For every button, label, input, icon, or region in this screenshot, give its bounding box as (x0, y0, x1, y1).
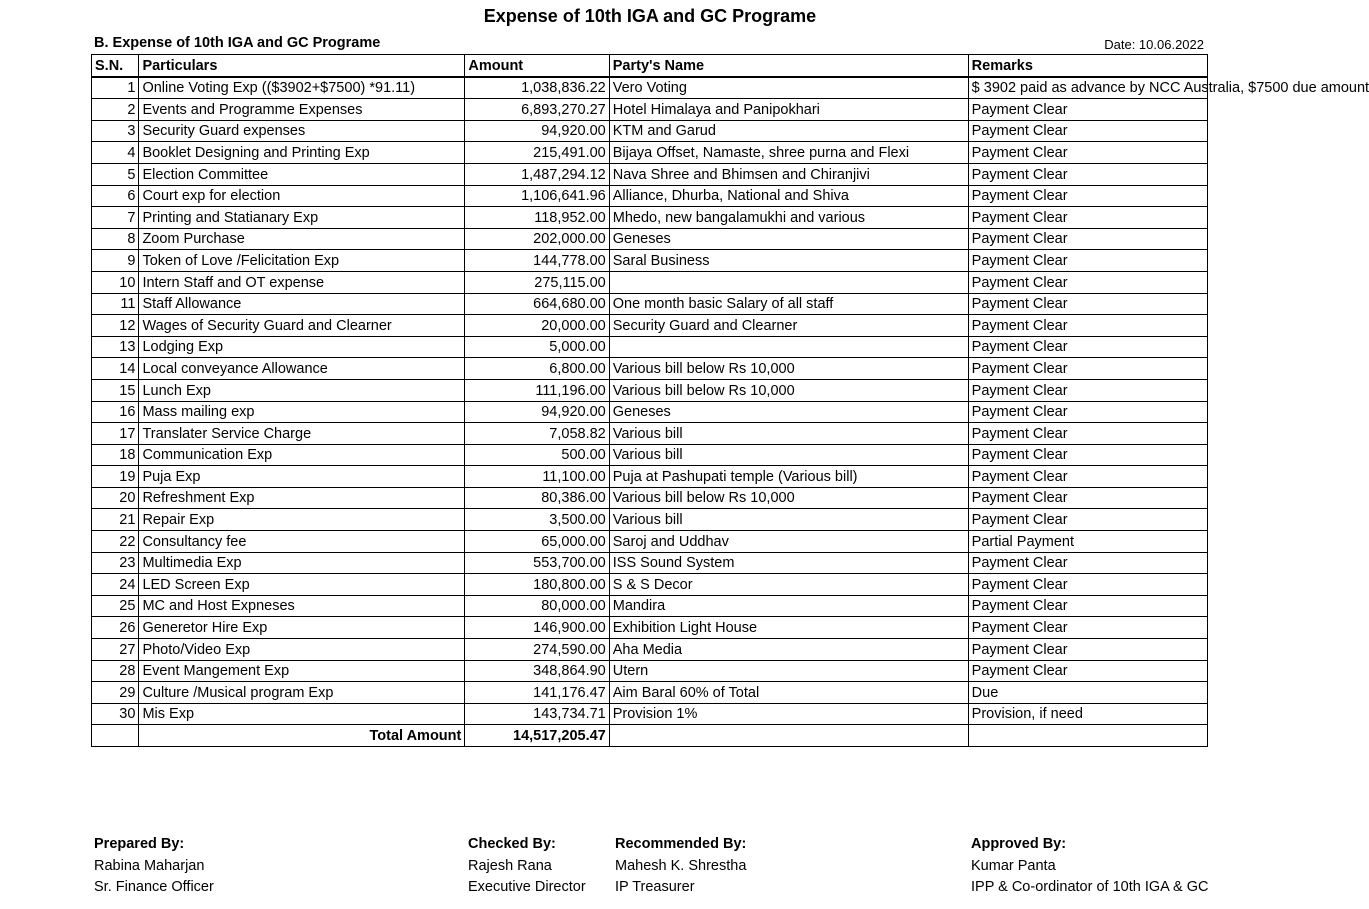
particulars-cell: Repair Exp (139, 509, 465, 531)
party-name-cell: Geneses (609, 401, 968, 423)
party-name-cell: S & S Decor (609, 574, 968, 596)
sn-cell: 19 (92, 466, 139, 488)
remarks-cell: Partial Payment (968, 531, 1207, 553)
table-header-row (92, 55, 1208, 77)
table-row (92, 77, 1208, 99)
amount-cell: 664,680.00 (465, 293, 609, 315)
table-row (92, 703, 1208, 725)
sn-cell: 10 (92, 271, 139, 293)
party-name-cell: Bijaya Offset, Namaste, shree purna and Flexi (609, 142, 968, 164)
amount-cell: 20,000.00 (465, 315, 609, 337)
remarks-cell: Payment Clear (968, 444, 1207, 466)
particulars-cell: Security Guard expenses (139, 120, 465, 142)
table-row (92, 639, 1208, 661)
remarks-cell: Payment Clear (968, 293, 1207, 315)
table-row (92, 293, 1208, 315)
party-name-cell: Mhedo, new bangalamukhi and various (609, 207, 968, 229)
amount-cell: 65,000.00 (465, 531, 609, 553)
party-name-cell: Various bill (609, 444, 968, 466)
table-row (92, 509, 1208, 531)
remarks-cell: Payment Clear (968, 99, 1207, 121)
table-row (92, 142, 1208, 164)
party-name-cell: Various bill below Rs 10,000 (609, 487, 968, 509)
table-row (92, 531, 1208, 553)
sn-cell: 23 (92, 552, 139, 574)
amount-cell: 275,115.00 (465, 271, 609, 293)
party-name-cell: Alliance, Dhurba, National and Shiva (609, 185, 968, 207)
amount-cell: 141,176.47 (465, 682, 609, 704)
party-name-cell: Saroj and Uddhav (609, 531, 968, 553)
remarks-cell: Payment Clear (968, 617, 1207, 639)
expense-table (91, 54, 1369, 747)
remarks-cell: Payment Clear (968, 271, 1207, 293)
sn-cell: 2 (92, 99, 139, 121)
party-name-cell: Security Guard and Clearner (609, 315, 968, 337)
remarks-cell: Payment Clear (968, 142, 1207, 164)
particulars-cell: Communication Exp (139, 444, 465, 466)
header-remarks: Remarks (968, 55, 1207, 77)
amount-cell: 1,487,294.12 (465, 163, 609, 185)
remarks-cell: Payment Clear (968, 509, 1207, 531)
particulars-cell: Zoom Purchase (139, 228, 465, 250)
particulars-cell: MC and Host Expneses (139, 595, 465, 617)
amount-cell: 6,893,270.27 (465, 99, 609, 121)
signature-name: Mahesh K. Shrestha (615, 857, 747, 874)
amount-cell: 118,952.00 (465, 207, 609, 229)
party-name-cell: Puja at Pashupati temple (Various bill) (609, 466, 968, 488)
particulars-cell: Consultancy fee (139, 531, 465, 553)
particulars-cell: Staff Allowance (139, 293, 465, 315)
particulars-cell: Refreshment Exp (139, 487, 465, 509)
party-name-cell: ISS Sound System (609, 552, 968, 574)
table-row (92, 358, 1208, 380)
table-row (92, 120, 1208, 142)
total-remarks-cell (968, 725, 1207, 747)
amount-cell: 94,920.00 (465, 120, 609, 142)
table-row (92, 552, 1208, 574)
sn-cell: 25 (92, 595, 139, 617)
particulars-cell: Wages of Security Guard and Clearner (139, 315, 465, 337)
amount-cell: 111,196.00 (465, 379, 609, 401)
party-name-cell: Various bill below Rs 10,000 (609, 379, 968, 401)
particulars-cell: Multimedia Exp (139, 552, 465, 574)
sn-cell: 8 (92, 228, 139, 250)
sn-cell: 1 (92, 77, 139, 99)
table-row (92, 466, 1208, 488)
amount-cell: 80,000.00 (465, 595, 609, 617)
sn-cell: 30 (92, 703, 139, 725)
sn-cell: 11 (92, 293, 139, 315)
table-row (92, 682, 1208, 704)
sn-cell: 13 (92, 336, 139, 358)
signature-title: IP Treasurer (615, 879, 695, 895)
signature-approved (971, 834, 1209, 899)
particulars-cell: Event Mangement Exp (139, 660, 465, 682)
sn-cell: 29 (92, 682, 139, 704)
amount-cell: 5,000.00 (465, 336, 609, 358)
sn-cell: 4 (92, 142, 139, 164)
party-name-cell: One month basic Salary of all staff (609, 293, 968, 315)
remarks-cell: Payment Clear (968, 185, 1207, 207)
sn-cell: 21 (92, 509, 139, 531)
remarks-cell: Payment Clear (968, 228, 1207, 250)
party-name-cell (609, 271, 968, 293)
sn-cell: 27 (92, 639, 139, 661)
signature-role: Approved By: (971, 836, 1067, 852)
amount-cell: 1,106,641.96 (465, 185, 609, 207)
table-row (92, 423, 1208, 445)
particulars-cell: Intern Staff and OT expense (139, 271, 465, 293)
remarks-cell: Payment Clear (968, 466, 1207, 488)
amount-cell: 274,590.00 (465, 639, 609, 661)
sn-cell: 12 (92, 315, 139, 337)
party-name-cell: Various bill (609, 423, 968, 445)
signature-role: Recommended By: (615, 836, 747, 852)
particulars-cell: Photo/Video Exp (139, 639, 465, 661)
amount-cell: 3,500.00 (465, 509, 609, 531)
signature-title: Sr. Finance Officer (94, 879, 214, 895)
table-row (92, 487, 1208, 509)
amount-cell: 94,920.00 (465, 401, 609, 423)
amount-cell: 80,386.00 (465, 487, 609, 509)
sn-cell: 26 (92, 617, 139, 639)
remarks-cell: Payment Clear (968, 574, 1207, 596)
signature-name: Rabina Maharjan (94, 857, 205, 874)
party-name-cell: Utern (609, 660, 968, 682)
total-label: Total Amount (139, 725, 465, 747)
amount-cell: 11,100.00 (465, 466, 609, 488)
amount-cell: 180,800.00 (465, 574, 609, 596)
particulars-cell: Election Committee (139, 163, 465, 185)
remarks-cell: Provision, if need (968, 703, 1207, 725)
sn-cell: 3 (92, 120, 139, 142)
amount-cell: 553,700.00 (465, 552, 609, 574)
total-sn-cell (92, 725, 139, 747)
remarks-cell: Payment Clear (968, 358, 1207, 380)
header-party-name: Party's Name (609, 55, 968, 77)
total-amount: 14,517,205.47 (465, 725, 609, 747)
remarks-cell: Payment Clear (968, 315, 1207, 337)
amount-cell: 143,734.71 (465, 703, 609, 725)
party-name-cell: Geneses (609, 228, 968, 250)
table-row (92, 250, 1208, 272)
amount-cell: 348,864.90 (465, 660, 609, 682)
party-name-cell: Exhibition Light House (609, 617, 968, 639)
amount-cell: 146,900.00 (465, 617, 609, 639)
document-title: Expense of 10th IGA and GC Programe (483, 6, 817, 26)
remarks-cell: Payment Clear (968, 423, 1207, 445)
amount-cell: 6,800.00 (465, 358, 609, 380)
table-row (92, 315, 1208, 337)
particulars-cell: Printing and Statianary Exp (139, 207, 465, 229)
sn-cell: 9 (92, 250, 139, 272)
remarks-cell: Due (968, 682, 1207, 704)
particulars-cell: Lunch Exp (139, 379, 465, 401)
total-row (92, 725, 1208, 747)
document-date: Date: 10.06.2022 (1104, 37, 1204, 52)
section-subtitle: B. Expense of 10th IGA and GC Programe (94, 35, 381, 51)
sn-cell: 7 (92, 207, 139, 229)
particulars-cell: Booklet Designing and Printing Exp (139, 142, 465, 164)
sn-cell: 6 (92, 185, 139, 207)
remarks-cell: Payment Clear (968, 250, 1207, 272)
sn-cell: 18 (92, 444, 139, 466)
amount-cell: 144,778.00 (465, 250, 609, 272)
party-name-cell: Saral Business (609, 250, 968, 272)
sn-cell: 20 (92, 487, 139, 509)
remarks-cell: Payment Clear (968, 120, 1207, 142)
table-row (92, 574, 1208, 596)
particulars-cell: LED Screen Exp (139, 574, 465, 596)
sn-cell: 28 (92, 660, 139, 682)
table-row (92, 595, 1208, 617)
party-name-cell: Aha Media (609, 639, 968, 661)
table-row (92, 207, 1208, 229)
particulars-cell: Lodging Exp (139, 336, 465, 358)
signature-prepared (94, 834, 214, 899)
remarks-cell: Payment Clear (968, 595, 1207, 617)
table-row (92, 163, 1208, 185)
signature-role: Prepared By: (94, 836, 185, 852)
particulars-cell: Generetor Hire Exp (139, 617, 465, 639)
sn-cell: 14 (92, 358, 139, 380)
party-name-cell (609, 336, 968, 358)
remarks-cell: Payment Clear (968, 552, 1207, 574)
amount-cell: 202,000.00 (465, 228, 609, 250)
remarks-cell: Payment Clear (968, 336, 1207, 358)
particulars-cell: Local conveyance Allowance (139, 358, 465, 380)
table-row (92, 444, 1208, 466)
particulars-cell: Token of Love /Felicitation Exp (139, 250, 465, 272)
party-name-cell: Aim Baral 60% of Total (609, 682, 968, 704)
particulars-cell: Court exp for election (139, 185, 465, 207)
remarks-cell: Payment Clear (968, 639, 1207, 661)
table-row (92, 660, 1208, 682)
sn-cell: 15 (92, 379, 139, 401)
sn-cell: 16 (92, 401, 139, 423)
amount-cell: 500.00 (465, 444, 609, 466)
signature-name: Rajesh Rana (468, 857, 552, 874)
particulars-cell: Online Voting Exp (($3902+$7500) *91.11) (139, 77, 465, 99)
remarks-cell: Payment Clear (968, 207, 1207, 229)
party-name-cell: Various bill below Rs 10,000 (609, 358, 968, 380)
particulars-cell: Mass mailing exp (139, 401, 465, 423)
particulars-cell: Puja Exp (139, 466, 465, 488)
signature-recommended (615, 834, 746, 899)
party-name-cell: Various bill (609, 509, 968, 531)
table-row (92, 617, 1208, 639)
amount-cell: 7,058.82 (465, 423, 609, 445)
signature-name: Kumar Panta (971, 857, 1056, 874)
sn-cell: 17 (92, 423, 139, 445)
header-sn: S.N. (92, 55, 139, 77)
amount-cell: 1,038,836.22 (465, 77, 609, 99)
remarks-cell: Payment Clear (968, 163, 1207, 185)
signature-role: Checked By: (468, 836, 556, 852)
table-row (92, 271, 1208, 293)
total-party-cell (609, 725, 968, 747)
table-row (92, 228, 1208, 250)
remarks-cell: Payment Clear (968, 379, 1207, 401)
table-row (92, 336, 1208, 358)
particulars-cell: Events and Programme Expenses (139, 99, 465, 121)
remarks-cell: Payment Clear (968, 401, 1207, 423)
amount-cell: 215,491.00 (465, 142, 609, 164)
table-row (92, 401, 1208, 423)
party-name-cell: Provision 1% (609, 703, 968, 725)
remarks-cell: Payment Clear (968, 487, 1207, 509)
remarks-cell: $ 3902 paid as advance by NCC Australia, $7500 due amount (968, 77, 1207, 99)
party-name-cell: Mandira (609, 595, 968, 617)
particulars-cell: Culture /Musical program Exp (139, 682, 465, 704)
party-name-cell: KTM and Garud (609, 120, 968, 142)
table-row (92, 379, 1208, 401)
party-name-cell: Nava Shree and Bhimsen and Chiranjivi (609, 163, 968, 185)
sn-cell: 24 (92, 574, 139, 596)
sn-cell: 5 (92, 163, 139, 185)
header-particulars: Particulars (139, 55, 465, 77)
particulars-cell: Translater Service Charge (139, 423, 465, 445)
signature-title: IPP & Co-ordinator of 10th IGA & GC (971, 879, 1209, 895)
particulars-cell: Mis Exp (139, 703, 465, 725)
party-name-cell: Hotel Himalaya and Panipokhari (609, 99, 968, 121)
sn-cell: 22 (92, 531, 139, 553)
header-amount: Amount (465, 55, 609, 77)
table-row (92, 99, 1208, 121)
table-row (92, 185, 1208, 207)
signature-title: Executive Director (468, 879, 586, 895)
party-name-cell: Vero Voting (609, 77, 968, 99)
signature-checked (468, 834, 586, 899)
remarks-cell: Payment Clear (968, 660, 1207, 682)
